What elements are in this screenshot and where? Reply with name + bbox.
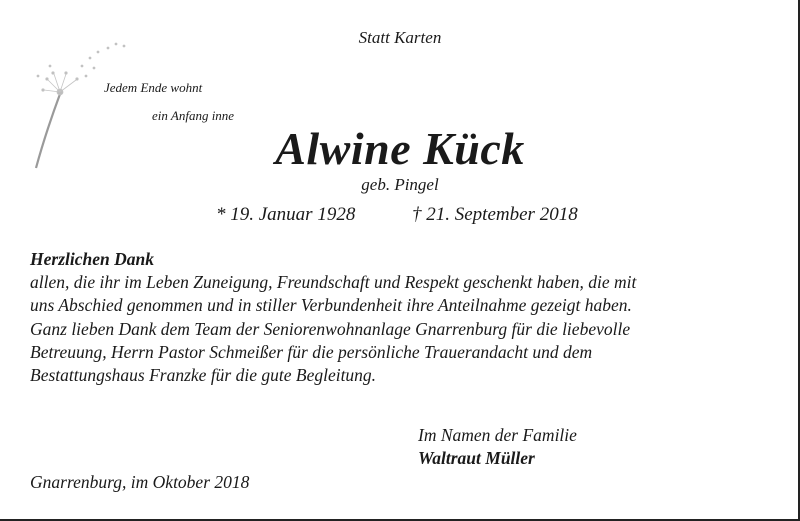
thanks-heading: Herzlichen Dank (30, 249, 154, 269)
deceased-name: Alwine Kück (275, 123, 525, 174)
birth-date: * 19. Januar 1928 (216, 204, 356, 225)
thanks-text (30, 248, 790, 387)
death-date: † 21. September 2018 (412, 204, 578, 225)
thanks-line: Betreuung, Herrn Pastor Schmeißer für die persönliche Trauerandacht und dem (30, 341, 593, 362)
signature-line: Im Namen der Familie (418, 425, 577, 445)
signature (418, 424, 577, 470)
maiden-name: geb. Pingel (361, 175, 439, 194)
thanks-line: uns Abschied genommen und in stiller Verbundenheit ihre Anteilnahme gezeigt haben. (30, 295, 632, 316)
motto-line-1: Jedem Ende wohnt (104, 80, 203, 95)
motto-line-2: ein Anfang inne (152, 108, 235, 123)
signature-name: Waltraut Müller (418, 448, 535, 469)
thanks-line: Ganz lieben Dank dem Team der Seniorenwohnanlage Gnarrenburg für die liebevolle (30, 318, 631, 339)
thanks-line: allen, die ihr im Leben Zuneigung, Freundschaft und Respekt geschenkt haben, die mit (30, 272, 637, 293)
thanks-line: Bestattungshaus Franzke für die gute Begleitung. (30, 365, 377, 386)
place-date: Gnarrenburg, im Oktober 2018 (30, 472, 250, 492)
header-text: Statt Karten (358, 28, 442, 47)
